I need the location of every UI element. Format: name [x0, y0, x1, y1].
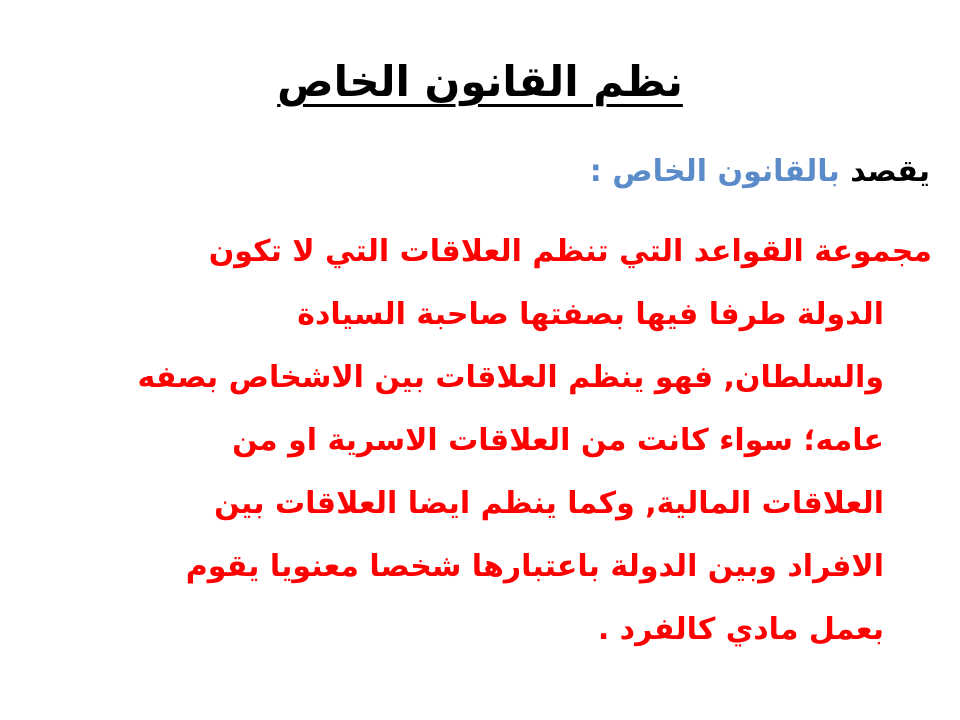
definition-line-3: والسلطان, فهو ينظم العلاقات بين الاشخاص بصفه: [137, 360, 884, 395]
definition-line-5: العلاقات المالية, وكما ينظم ايضا العلاقات بين: [214, 486, 884, 521]
definition-line-1: مجموعة القواعد التي تنظم العلاقات التي لا تكون: [208, 234, 932, 269]
subheading: [590, 150, 930, 194]
definition-line-2: الدولة طرفا فيها بصفتها صاحبة السيادة: [297, 297, 884, 332]
slide-title: نظم القانون الخاص: [277, 57, 683, 106]
subheading-lead: يقصد: [850, 154, 930, 189]
subheading-term: بالقانون الخاص :: [589, 154, 840, 189]
definition-line-6: الافراد وبين الدولة باعتبارها شخصا معنويا يقوم: [185, 549, 884, 584]
definition-text: [28, 220, 932, 661]
definition-line-7: بعمل مادي كالفرد .: [597, 612, 884, 647]
definition-line-4: عامه؛ سواء كانت من العلاقات الاسرية او من: [232, 423, 884, 458]
